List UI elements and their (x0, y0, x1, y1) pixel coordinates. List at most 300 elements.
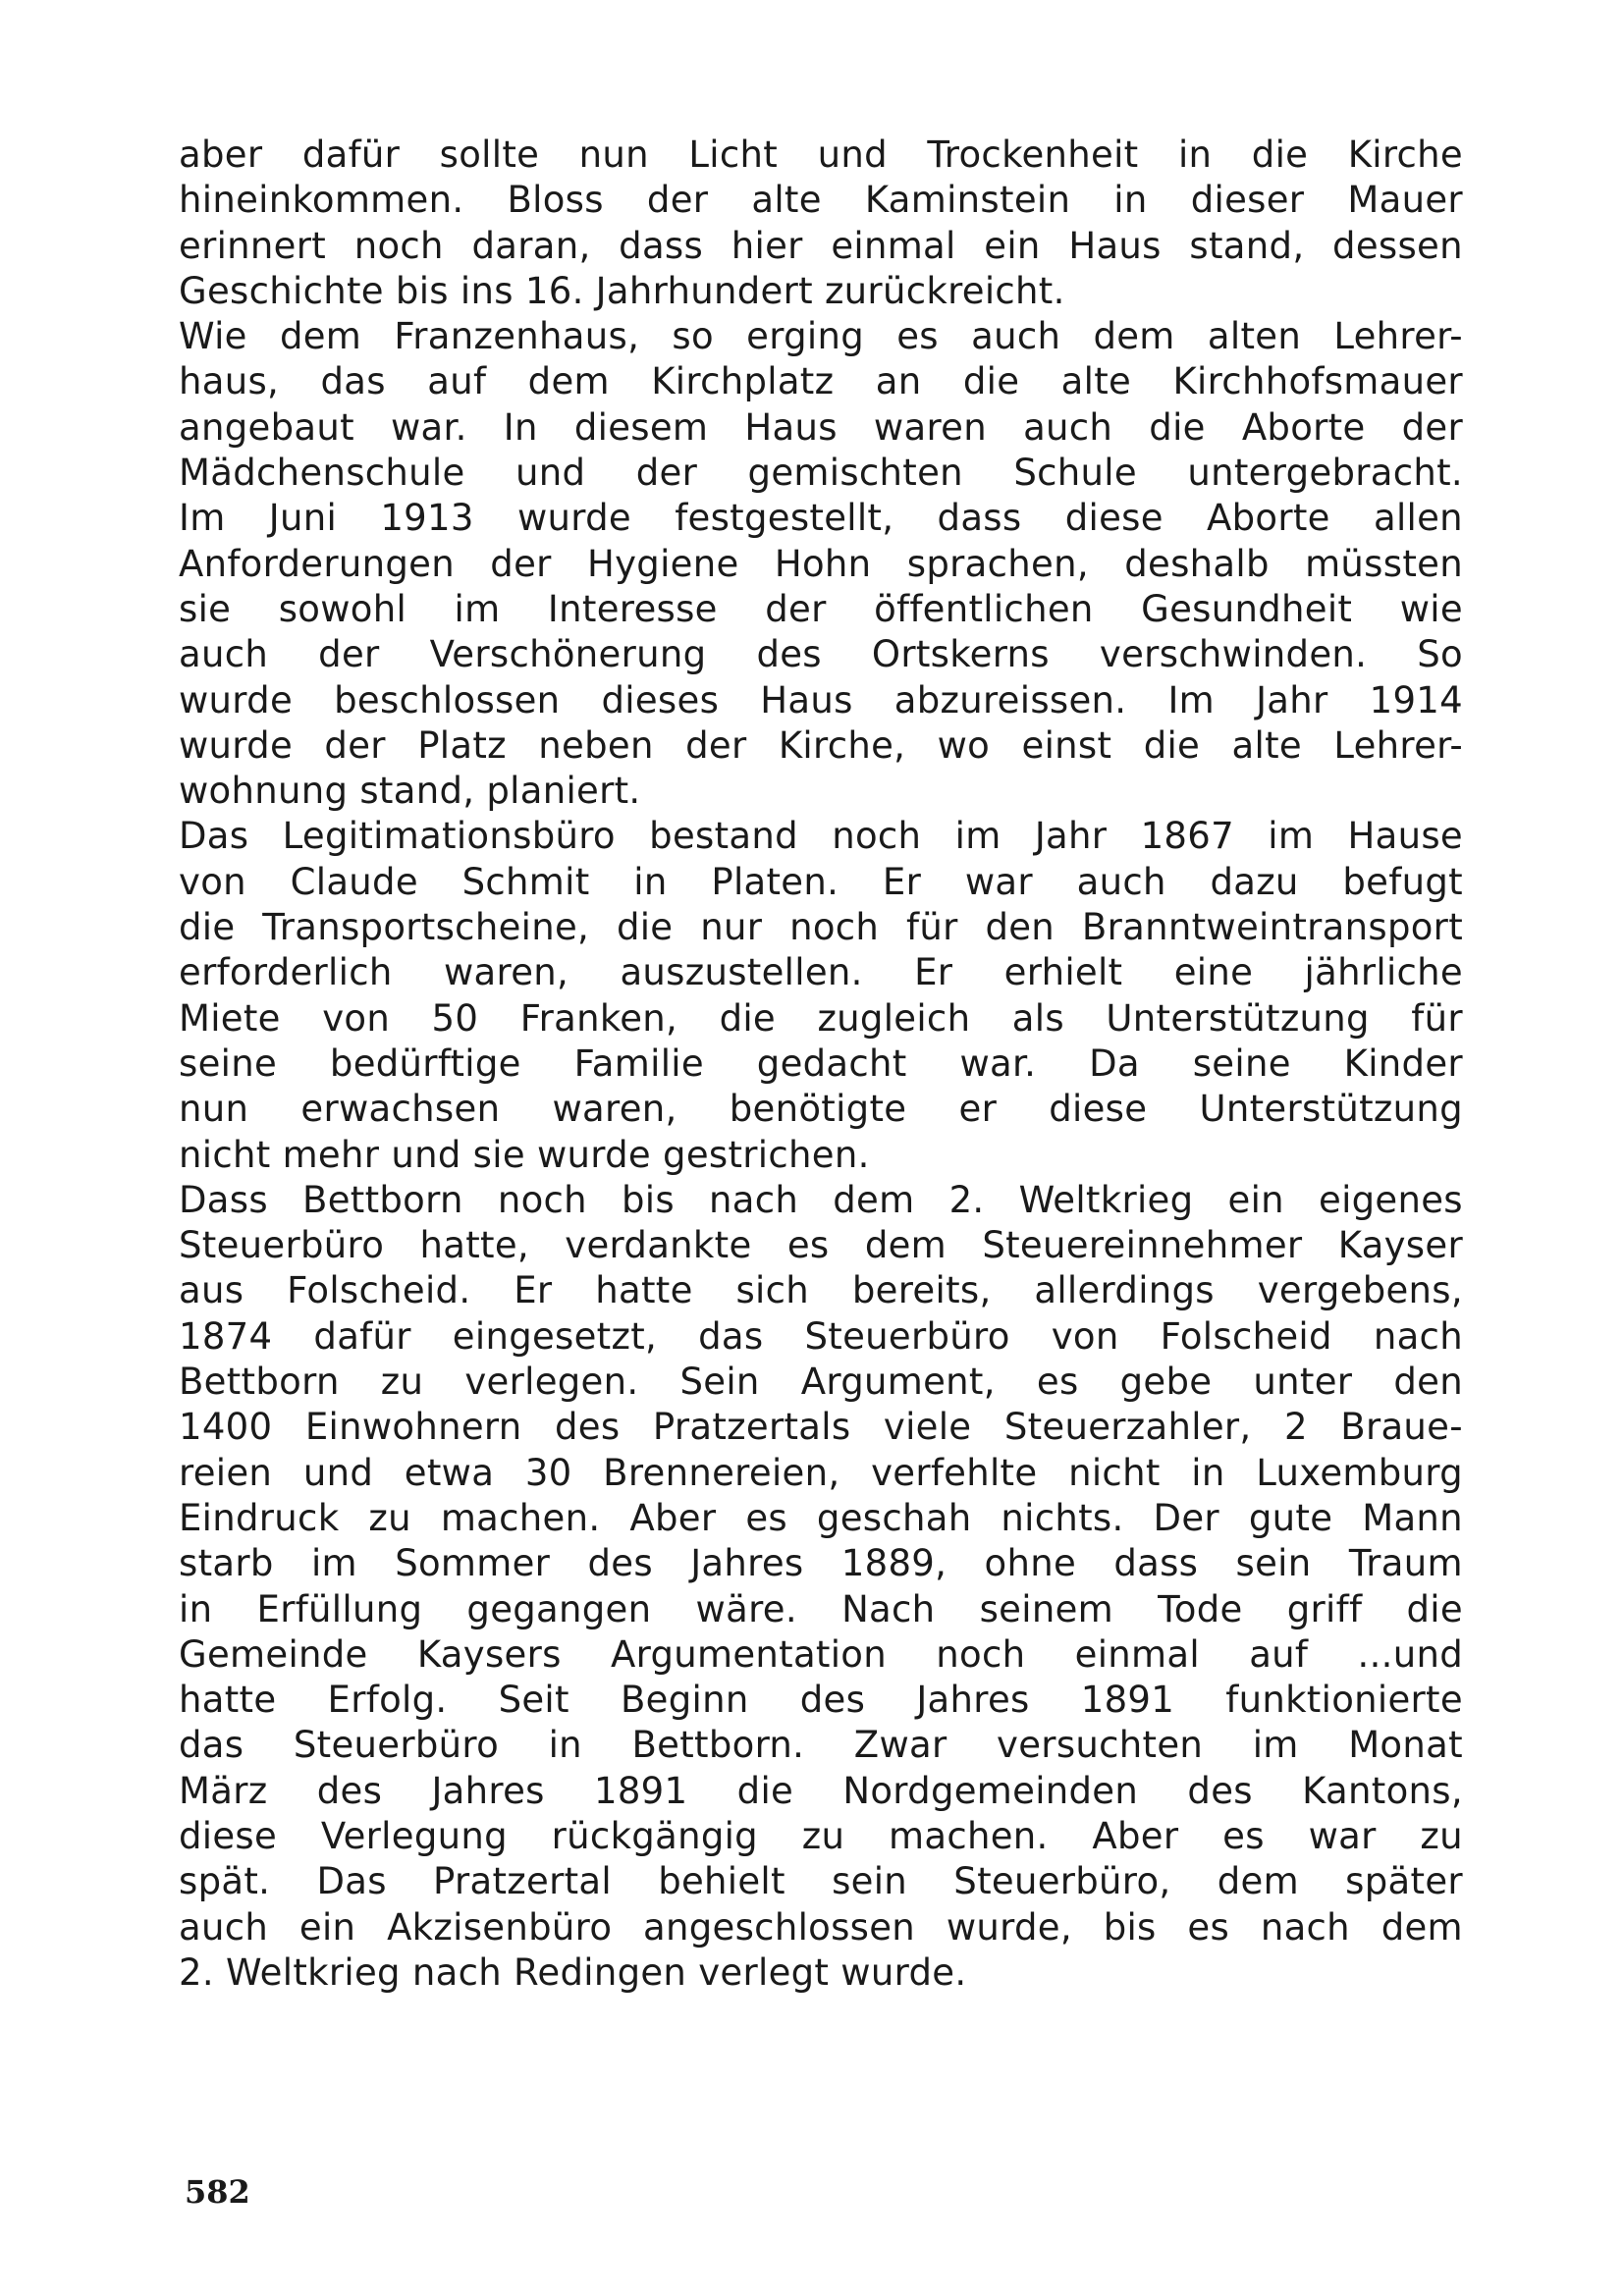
word: des (316, 1769, 383, 1812)
word: Miete (179, 996, 281, 1040)
word: Juni (268, 497, 338, 540)
word: beschlossen (334, 678, 561, 721)
word: der (324, 723, 386, 767)
word: Monat (1348, 1724, 1463, 1767)
word: neben (538, 723, 654, 767)
word: Hohn (774, 542, 872, 585)
word: auch (1023, 405, 1113, 449)
word: geschah (816, 1496, 972, 1539)
word: die (616, 906, 674, 949)
text-line (179, 1541, 1463, 1586)
word: in (1191, 1451, 1225, 1494)
word: auf (427, 360, 487, 403)
text-line (179, 769, 1463, 814)
word: Aber (1092, 1814, 1179, 1857)
word: Franzenhaus, (394, 315, 640, 358)
word: zu (1420, 1814, 1463, 1857)
word: Anforderungen (179, 542, 455, 585)
word: Jahres (690, 1542, 804, 1585)
word: Steuerzahler, (1003, 1406, 1252, 1449)
text-line (179, 405, 1463, 451)
word: noch (936, 1632, 1026, 1676)
word: die (1251, 133, 1309, 176)
word: In (503, 405, 538, 449)
text-line (179, 1087, 1463, 1132)
text-line (179, 1268, 1463, 1313)
word: dafür (313, 1314, 411, 1358)
word: und (817, 133, 888, 176)
word: Kirchhofsmauer (1172, 360, 1463, 403)
word: alte (1231, 723, 1302, 767)
word: für (1411, 996, 1463, 1040)
text-line (179, 678, 1463, 723)
word: ...und (1357, 1632, 1463, 1676)
word: eine (1173, 951, 1254, 994)
word: wäre. (695, 1587, 797, 1630)
word: es (1187, 1905, 1230, 1949)
word: benötigte (729, 1088, 907, 1131)
word: wurde (516, 497, 631, 540)
text-line (179, 1950, 1463, 1996)
text-line (179, 1814, 1463, 1859)
word: auszustellen. (620, 951, 863, 994)
word: war. (390, 405, 467, 449)
word: hatte (179, 1679, 277, 1722)
word: Platen. (711, 860, 839, 903)
text-line (179, 224, 1463, 269)
text-line (179, 950, 1463, 995)
word: Hause (1347, 815, 1463, 858)
word: Aborte (1207, 497, 1330, 540)
word: wie (1399, 587, 1463, 630)
word: öffentlichen (874, 587, 1094, 630)
word: ein (298, 1905, 356, 1949)
word: war (964, 860, 1033, 903)
text-line (179, 723, 1463, 769)
word: und (515, 452, 586, 495)
word: für (906, 906, 958, 949)
word: waren (873, 405, 987, 449)
word: auch (971, 315, 1061, 358)
word: später (1345, 1860, 1463, 1903)
word: Zwar (853, 1724, 947, 1767)
word: aus (179, 1269, 244, 1312)
word: angebaut (179, 405, 354, 449)
word: Mann (1362, 1496, 1463, 1539)
word: Erfolg. (327, 1679, 448, 1722)
word: die (179, 906, 236, 949)
word: das (320, 360, 386, 403)
text-line (179, 451, 1463, 496)
word: sich (735, 1269, 810, 1312)
word: hier (731, 224, 803, 267)
word: 1874 (179, 1314, 273, 1358)
text-line (179, 496, 1463, 541)
word: einmal (1074, 1632, 1200, 1676)
word: an (875, 360, 922, 403)
word: dem (864, 1224, 947, 1267)
word: dass (1113, 1542, 1199, 1585)
word: die (1149, 405, 1206, 449)
word: dazu (1210, 860, 1299, 903)
word: befugt (1342, 860, 1463, 903)
word: ein (1227, 1178, 1284, 1221)
word: Lehrer- (1333, 315, 1463, 358)
word: Lehrer- (1333, 723, 1463, 767)
word: in (1177, 133, 1213, 176)
word: der (1401, 405, 1463, 449)
word: es (896, 315, 939, 358)
word: noch (497, 1178, 587, 1221)
text-line (179, 1587, 1463, 1632)
word: im (454, 587, 501, 630)
word: Trockenheit (927, 133, 1139, 176)
word: Schmit (461, 860, 590, 903)
word: verfehlte (871, 1451, 1038, 1494)
word: die (1406, 1587, 1463, 1630)
word: bestand (649, 815, 798, 858)
word: im (1268, 815, 1315, 858)
text-line-content: nicht mehr und sie wurde gestrichen. (179, 1133, 870, 1176)
word: gemischten (747, 452, 963, 495)
word: Er (882, 860, 922, 903)
word: Schule (1013, 452, 1137, 495)
word: vergebens, (1257, 1269, 1463, 1312)
word: Pratzertals (652, 1406, 851, 1449)
word: dieser (1190, 179, 1305, 222)
word: dem (527, 360, 610, 403)
word: nicht (1068, 1451, 1161, 1494)
word: in (633, 860, 668, 903)
word: er (958, 1088, 998, 1131)
word: Gemeinde (179, 1632, 368, 1676)
text-line (179, 1905, 1463, 1950)
word: 1891 (594, 1769, 688, 1812)
word: verdankte (565, 1224, 752, 1267)
word: rückgängig (551, 1814, 758, 1857)
text-line (179, 1723, 1463, 1768)
text-line-content: Geschichte bis ins 16. Jahrhundert zurückreicht. (179, 269, 1065, 312)
word: Jahres (431, 1769, 545, 1812)
word: allen (1373, 497, 1463, 540)
text-line (179, 632, 1463, 677)
word: 2. (948, 1178, 985, 1221)
text-line (179, 1314, 1463, 1360)
word: unter (1253, 1361, 1353, 1404)
word: haus, (179, 360, 280, 403)
word: erwachsen (300, 1088, 501, 1131)
word: Aber (629, 1496, 717, 1539)
word: müssten (1305, 542, 1463, 585)
word: Bettborn. (631, 1724, 805, 1767)
word: von (179, 860, 246, 903)
word: sein (832, 1860, 908, 1903)
word: 2 (1283, 1406, 1308, 1449)
word: Kaminstein (864, 179, 1071, 222)
word: viele (883, 1406, 972, 1449)
text-line-content: wohnung stand, planiert. (179, 770, 641, 813)
word: Haus (760, 678, 853, 721)
word: es (745, 1496, 787, 1539)
word: sowohl (278, 587, 407, 630)
word: allerdings (1034, 1269, 1215, 1312)
word: Folscheid (1160, 1314, 1332, 1358)
word: versuchten (997, 1724, 1204, 1767)
word: 1867 (1140, 815, 1234, 858)
word: wurde (179, 678, 294, 721)
word: dem (833, 1178, 915, 1221)
word: 1889, (840, 1542, 947, 1585)
word: Steuerbüro, (953, 1860, 1171, 1903)
word: Das (179, 815, 249, 858)
word: reien (179, 1451, 273, 1494)
word: gedacht (756, 1041, 907, 1085)
word: 1914 (1369, 678, 1463, 721)
word: zu (380, 1361, 424, 1404)
word: der (318, 633, 380, 676)
word: jährliche (1304, 951, 1463, 994)
word: griff (1286, 1587, 1363, 1630)
word: nun (578, 133, 649, 176)
word: Platz (417, 723, 507, 767)
text-line (179, 178, 1463, 223)
word: Steuerbüro (804, 1314, 1010, 1358)
word: funktionierte (1225, 1679, 1463, 1722)
word: Das (316, 1860, 387, 1903)
word: Beginn (620, 1679, 749, 1722)
word: 50 (431, 996, 479, 1040)
word: Branntweintransport (1081, 906, 1463, 949)
word: des (756, 633, 822, 676)
word: wo (937, 723, 991, 767)
word: 1891 (1080, 1679, 1175, 1722)
word: der (646, 179, 709, 222)
word: Haus (1068, 224, 1162, 267)
word: des (555, 1406, 621, 1449)
word: in (179, 1587, 213, 1630)
word: diesem (573, 405, 709, 449)
text-line (179, 1133, 1463, 1178)
word: verschwinden. (1099, 633, 1368, 676)
word: seinem (979, 1587, 1113, 1630)
word: dessen (1332, 224, 1463, 267)
word: zu (368, 1496, 411, 1539)
text-line-content: 2. Weltkrieg nach Redingen verlegt wurde. (179, 1950, 967, 1994)
text-line (179, 1178, 1463, 1223)
word: bis (1103, 1905, 1157, 1949)
word: Gesundheit (1141, 587, 1353, 630)
word: dafür (301, 133, 401, 176)
word: waren, (443, 951, 569, 994)
word: Eindruck (179, 1496, 340, 1539)
word: Er (914, 951, 953, 994)
word: Hygiene (586, 542, 739, 585)
word: Aborte (1241, 405, 1366, 449)
word: die (719, 996, 776, 1040)
word: Im (1167, 678, 1215, 721)
word: etwa (404, 1451, 495, 1494)
word: Folscheid. (287, 1269, 471, 1312)
word: dass (619, 224, 704, 267)
text-line (179, 359, 1463, 404)
word: So (1417, 633, 1463, 676)
text-line (179, 1360, 1463, 1405)
word: untergebracht. (1187, 452, 1463, 495)
word: Claude (290, 860, 418, 903)
word: Bloss (507, 179, 604, 222)
word: einst (1021, 723, 1112, 767)
word: starb (179, 1542, 274, 1585)
word: noch (353, 224, 444, 267)
word: Kaysers (416, 1632, 562, 1676)
word: der (685, 723, 747, 767)
word: dem (1093, 315, 1175, 358)
word: Akzisenbüro (387, 1905, 613, 1949)
word: 30 (524, 1451, 572, 1494)
word: Da (1089, 1041, 1140, 1085)
word: hatte, (419, 1224, 529, 1267)
word: 1913 (380, 497, 474, 540)
word: sprachen, (906, 542, 1089, 585)
word: Verlegung (320, 1814, 508, 1857)
word: Braue- (1340, 1406, 1463, 1449)
word: von (322, 996, 391, 1040)
word: der (765, 587, 827, 630)
word: aber (179, 133, 263, 176)
word: Unterstützung (1106, 996, 1370, 1040)
word: Jahres (916, 1679, 1030, 1722)
word: spät. (179, 1860, 271, 1903)
word: Brennereien, (603, 1451, 840, 1494)
word: Nordgemeinden (842, 1769, 1139, 1812)
word: Im (179, 497, 226, 540)
word: nur (700, 906, 763, 949)
word: sollte (439, 133, 540, 176)
word: Kayser (1337, 1224, 1463, 1267)
word: im (954, 815, 1001, 858)
text-line (179, 133, 1463, 178)
text-line (179, 1041, 1463, 1087)
word: gute (1248, 1496, 1333, 1539)
page-number: 582 (185, 2173, 250, 2211)
word: des (587, 1542, 653, 1585)
word: eingesetzt, (452, 1314, 658, 1358)
word: in (548, 1724, 582, 1767)
word: machen. (889, 1814, 1049, 1857)
word: Sein (679, 1361, 760, 1404)
word: Tode (1158, 1587, 1243, 1630)
word: Steuerbüro (293, 1724, 500, 1767)
word: Der (1153, 1496, 1219, 1539)
word: Mädchenschule (179, 452, 465, 495)
word: erhielt (1003, 951, 1123, 994)
word: noch (832, 815, 922, 858)
word: dem (279, 315, 362, 358)
word: im (1252, 1724, 1299, 1767)
word: Erfüllung (256, 1587, 423, 1630)
word: deshalb (1124, 542, 1270, 585)
word: gebe (1119, 1361, 1213, 1404)
word: daran, (471, 224, 591, 267)
word: erforderlich (179, 951, 393, 994)
word: von (1051, 1314, 1119, 1358)
word: im (310, 1542, 357, 1585)
word: eigenes (1319, 1178, 1463, 1221)
word: die (736, 1769, 794, 1812)
word: es (786, 1224, 830, 1267)
word: verlegen. (464, 1361, 639, 1404)
word: Dass (179, 1178, 268, 1221)
word: so (672, 315, 714, 358)
text-line (179, 1678, 1463, 1723)
word: dem (1380, 1905, 1463, 1949)
word: war. (959, 1041, 1037, 1085)
word: angeschlossen (643, 1905, 916, 1949)
word: nach (709, 1178, 799, 1221)
word: der (490, 542, 552, 585)
word: auch (179, 633, 269, 676)
word: März (179, 1769, 268, 1812)
word: Weltkrieg (1018, 1178, 1194, 1221)
text-line (179, 269, 1463, 314)
text-line (179, 542, 1463, 587)
word: ein (984, 224, 1041, 267)
word: Jahr (1256, 678, 1328, 721)
word: einmal (831, 224, 956, 267)
word: den (1393, 1361, 1463, 1404)
word: Seit (498, 1679, 569, 1722)
word: diese (1064, 497, 1164, 540)
word: Bettborn (179, 1361, 340, 1404)
word: dieses (601, 678, 720, 721)
word: nun (179, 1088, 249, 1131)
word: die (962, 360, 1020, 403)
word: Interesse (547, 587, 718, 630)
word: der (635, 452, 698, 495)
word: Legitimationsbüro (282, 815, 616, 858)
word: seine (1192, 1041, 1291, 1085)
word: Einwohnern (304, 1406, 522, 1449)
word: war (1308, 1814, 1377, 1857)
text-line (179, 314, 1463, 359)
word: gegangen (466, 1587, 652, 1630)
word: sie (179, 587, 232, 630)
word: den (985, 906, 1056, 949)
word: zu (801, 1814, 845, 1857)
word: 1400 (179, 1406, 273, 1449)
word: auch (179, 1905, 269, 1949)
word: Kinder (1343, 1041, 1463, 1085)
word: machen. (440, 1496, 601, 1539)
word: nach (1260, 1905, 1350, 1949)
word: alte (1060, 360, 1132, 403)
word: Er (514, 1269, 553, 1312)
word: bis (622, 1178, 675, 1221)
word: erging (746, 315, 864, 358)
word: Transportscheine, (262, 906, 590, 949)
word: Luxemburg (1256, 1451, 1463, 1494)
word: Nach (841, 1587, 936, 1630)
word: alten (1207, 315, 1302, 358)
word: Mauer (1347, 179, 1463, 222)
word: bedürftige (329, 1041, 521, 1085)
word: das (698, 1314, 764, 1358)
word: Familie (573, 1041, 704, 1085)
word: als (1011, 996, 1064, 1040)
word: hatte (595, 1269, 693, 1312)
word: es (1036, 1361, 1079, 1404)
word: seine (179, 1041, 278, 1085)
